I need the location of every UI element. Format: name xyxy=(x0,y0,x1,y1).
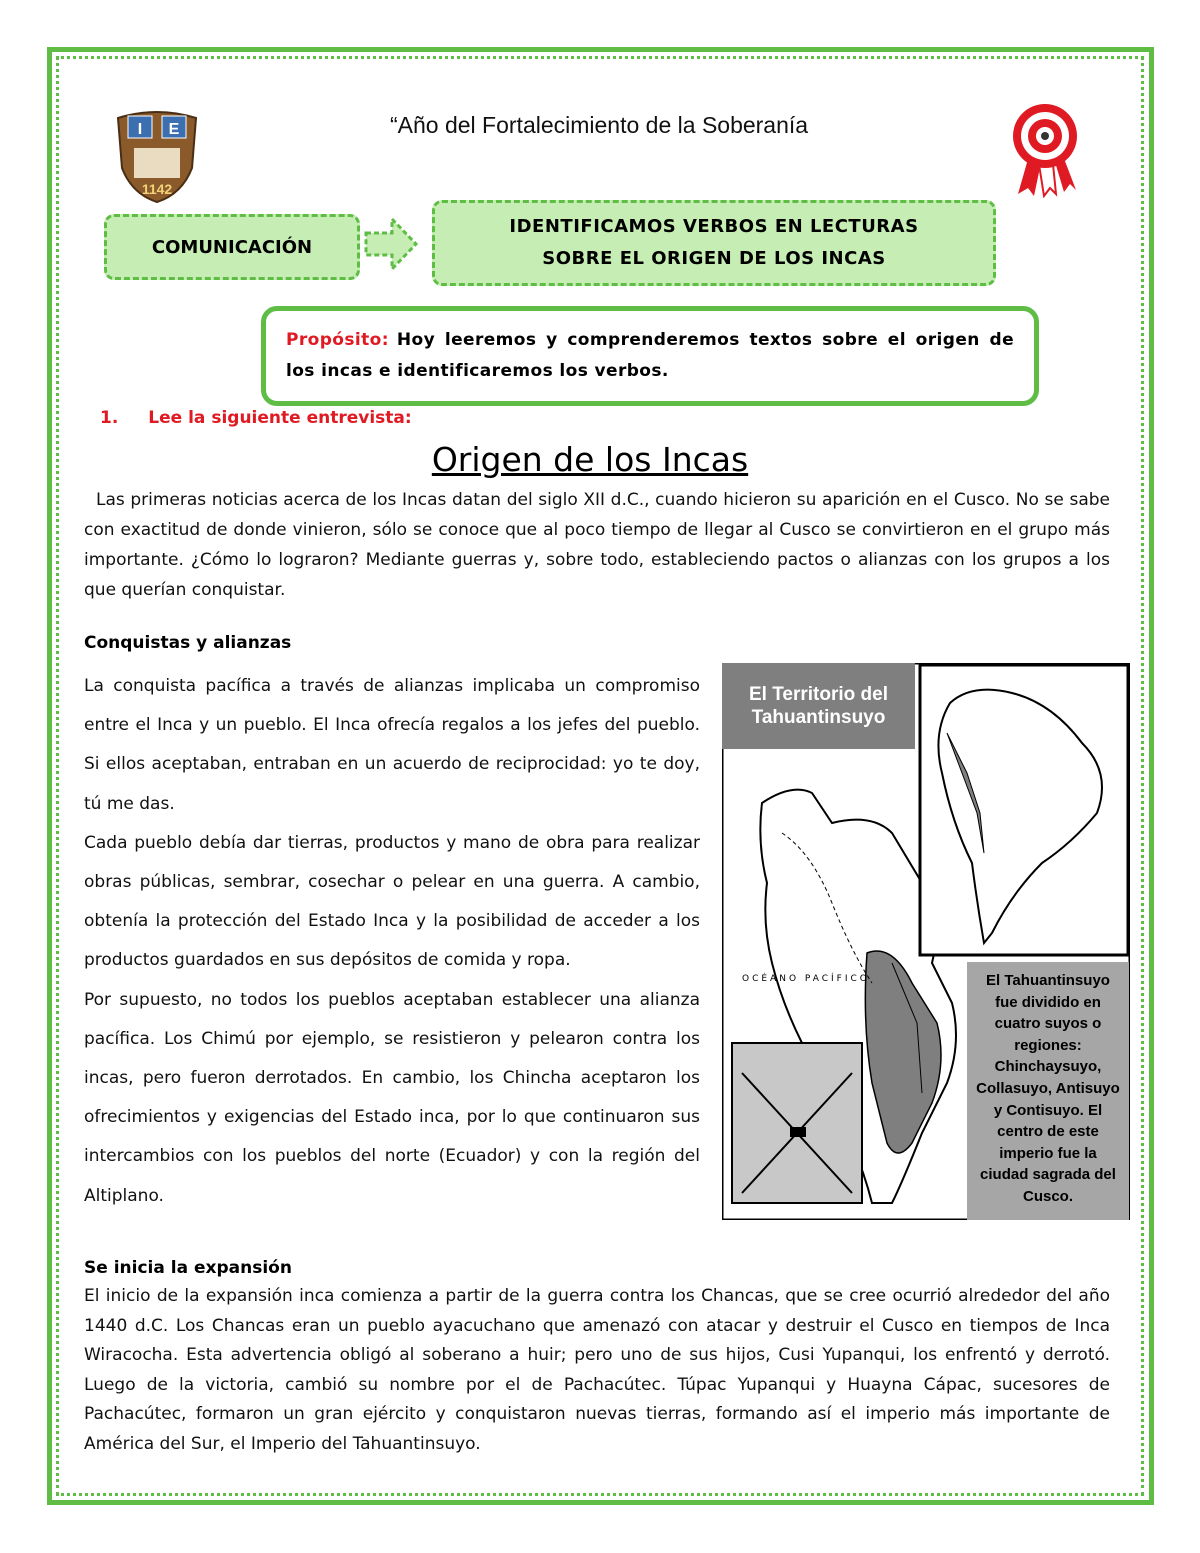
arrow-right-icon xyxy=(362,215,420,273)
map-title-line2: Tahuantinsuyo xyxy=(751,707,886,728)
section-heading-expansion: Se inicia la expansión xyxy=(84,1258,292,1278)
map-title-line1: El Territorio del xyxy=(748,684,888,705)
conquests-paragraph-3: Por supuesto, no todos los pueblos aceptaban establecer una alianza pacífica. Los Chimú por ejemplo, se resistieron y pelearon contra los incas, pero fueron derrotados. En cambio, los Chincha aceptaron los ofrecimientos y exigencias del Estado inca, por lo que continuaron sus intercambios con los pueblos del norte (Ecuador) y con la región del Altiplano. xyxy=(84,989,700,1206)
purpose-text: Hoy leeremos y comprenderemos textos sobre el origen de los incas e identificaremos los verbos. xyxy=(286,330,1014,381)
reading-title: Origen de los Incas xyxy=(431,440,749,479)
instruction-1 xyxy=(100,408,412,428)
peru-rosette-icon xyxy=(1008,102,1082,198)
purpose-label: Propósito: xyxy=(286,330,389,350)
lesson-title-line2: SOBRE EL ORIGEN DE LOS INCAS xyxy=(542,248,886,269)
subject-area-box xyxy=(104,214,360,280)
conquests-paragraph-2: Cada pueblo debía dar tierras, productos y mano de obra para realizar obras públicas, sembrar, cosechar o pelear en una guerra. A cambio, obtenía la protección del Estado Inca y la posibilidad de acceder a los productos guardados en sus depósitos de comida y ropa. xyxy=(84,832,700,971)
logo-letter-e: E xyxy=(168,121,180,138)
map-title-box xyxy=(722,663,915,749)
lesson-title-line1: IDENTIFICAMOS VERBOS EN LECTURAS xyxy=(509,216,919,237)
logo-number: 1142 xyxy=(141,181,173,197)
instruction-number: 1. xyxy=(100,408,119,428)
section-heading-conquests: Conquistas y alianzas xyxy=(84,633,292,653)
instruction-text: Lee la siguiente entrevista: xyxy=(148,408,412,428)
map-caption: El Tahuantinsuyo fue dividido en cuatro suyos o regiones: Chinchaysuyo, Collasuyo, Antisuyo y Contisuyo. El centro de este imperio fue la ciudad sagrada del Cusco. xyxy=(967,962,1129,1220)
subject-area-label: COMUNICACIÓN xyxy=(151,236,313,258)
intro-paragraph: Las primeras noticias acerca de los Incas datan del siglo XII d.C., cuando hicieron su aparición en el Cusco. No se sabe con exactitud de donde vinieron, sólo se conoce que al poco tiempo de llegar al Cusco se convirtieron en el grupo más importante. ¿Cómo lo lograron? Mediante guerras y, sobre todo, estableciendo pactos o alianzas con los grupos a los que querían conquistar. xyxy=(84,490,1110,600)
expansion-paragraph: El inicio de la expansión inca comienza a partir de la guerra contra los Chancas, que se cree ocurrió alrededor del año 1440 d.C. Los Chancas eran un pueblo ayacuchano que amenazó con atacar y destruir el Cusco en tiempos de Inca Wiracocha. Esta advertencia obligó al soberano a huir; pero uno de sus hijos, Cusi Yupanqui, los enfrentó y derrotó. Luego de la victoria, cambió su nombre por el de Pachacútec. Túpac Yupanqui y Huayna Cápac, sucesores de Pachacútec, formaron un gran ejército y conquistaron nuevas tierras, formando así el imperio más importante de América del Sur, el Imperio del Tahuantinsuyo. xyxy=(84,1286,1110,1454)
conquests-paragraph-1: La conquista pacífica a través de alianzas implicaba un compromiso entre el Inca y un pueblo. El Inca ofrecía regalos a los jefes del pueblo. Si ellos aceptaban, entraban en un acuerdo de reciprocidad: yo te doy, tú me das. xyxy=(84,676,700,814)
purpose-box xyxy=(261,306,1039,406)
logo-letter-i: I xyxy=(137,121,143,138)
school-crest-logo xyxy=(112,108,202,204)
conquests-body xyxy=(84,667,700,1216)
year-motto: “Año del Fortalecimiento de la Soberanía xyxy=(390,112,809,138)
lesson-title-box xyxy=(432,200,996,286)
ocean-label: OCÉANO PACÍFICO xyxy=(742,974,870,984)
